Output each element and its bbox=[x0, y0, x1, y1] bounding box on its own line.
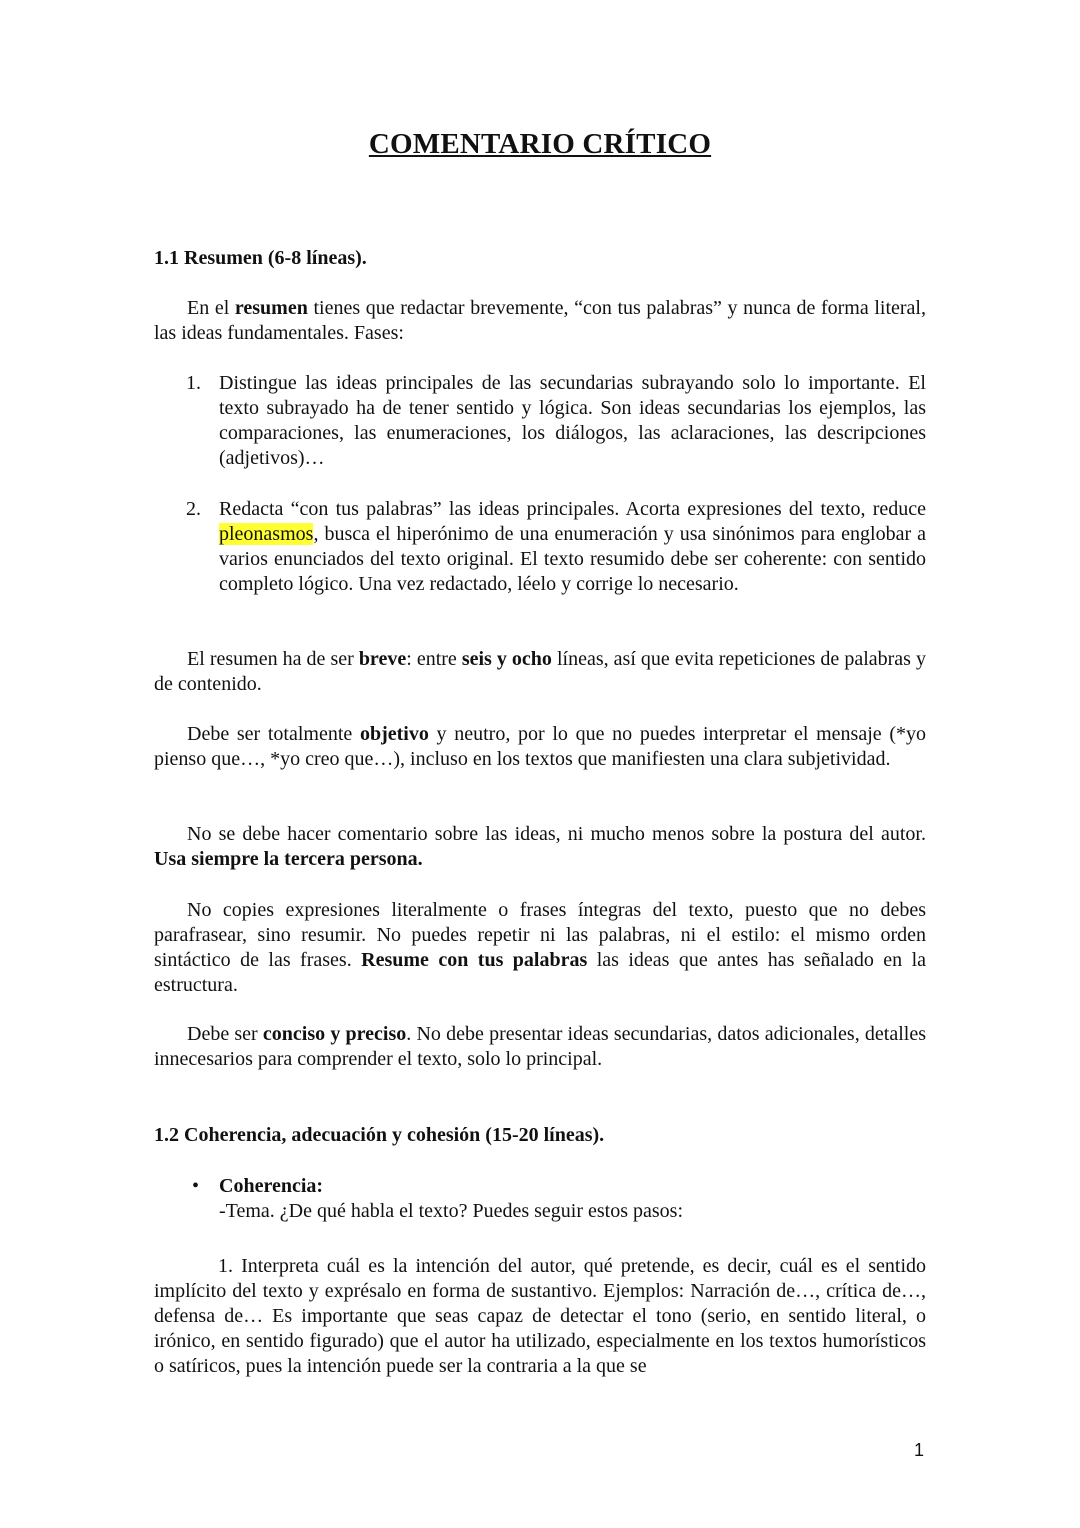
paragraph-intro: En el resumen tienes que redactar brevemente, “con tus palabras” y nunca de forma literal, las ideas fundamentales. Fases: bbox=[154, 297, 926, 344]
paragraph-breve: El resumen ha de ser breve: entre seis y ocho líneas, así que evita repeticiones de palabras y de contenido. bbox=[154, 648, 927, 695]
list-number: 2. bbox=[186, 498, 201, 520]
section-heading-coherencia: 1.2 Coherencia, adecuación y cohesión (15-20 líneas). bbox=[154, 1124, 605, 1146]
bullet-icon: • bbox=[192, 1175, 200, 1197]
list-item-text: Redacta “con tus palabras” las ideas principales. Acorta expresiones del texto, reduce pleonasmos, busca el hiperónimo de una enumeración y usa sinónimos para englobar a varios enunciados del texto original. El texto resumido debe ser coherente: con sentido completo lógico. Una vez redactado, léelo y corrige lo necesario. bbox=[219, 498, 926, 595]
bullet-subtext: -Tema. ¿De qué habla el texto? Puedes seguir estos pasos: bbox=[219, 1200, 684, 1222]
bullet-label: Coherencia: bbox=[219, 1175, 324, 1197]
paragraph-copias: No copies expresiones literalmente o frases íntegras del texto, puesto que no debes parafrasear, sino resumir. No puedes repetir ni las palabras, ni el estilo: el mismo orden sintáctico de las frases. Resume con tus palabras las ideas que antes has señalado en la estructura. bbox=[154, 899, 927, 996]
list-item-text: Distingue las ideas principales de las secundarias subrayando solo lo importante. El texto subrayado ha de tener sentido y lógica. Son ideas secundarias los ejemplos, las comparaciones, las enumeraciones, los diálogos, las aclaraciones, las descripciones (adjetivos)… bbox=[219, 372, 926, 469]
list-number: 1. bbox=[186, 372, 201, 394]
page-title: COMENTARIO CRÍTICO bbox=[368, 128, 712, 160]
paragraph-comentario: No se debe hacer comentario sobre las ideas, ni mucho menos sobre la postura del autor. Usa siempre la tercera persona. bbox=[154, 823, 926, 870]
section-heading-resumen: 1.1 Resumen (6-8 líneas). bbox=[154, 247, 367, 269]
paragraph-interpreta: 1. Interpreta cuál es la intención del autor, qué pretende, es decir, cuál es el sentido implícito del texto y exprésalo en forma de sustantivo. Ejemplos: Narración de…, crítica de…, defensa de… Es importante que seas capaz de detectar el tono (serio, en sentido literal, o irónico, en sentido figurado) que el autor ha utilizado, especialmente en los textos humorísticos o satíricos, pues la intención puede ser la contraria a la que se bbox=[154, 1255, 926, 1377]
page-number: 1 bbox=[914, 1440, 925, 1460]
highlighted-word: pleonasmos bbox=[219, 523, 314, 545]
paragraph-conciso: Debe ser conciso y preciso. No debe presentar ideas secundarias, datos adicionales, detalles innecesarios para comprender el texto, solo lo principal. bbox=[154, 1023, 926, 1070]
paragraph-objetivo: Debe ser totalmente objetivo y neutro, por lo que no puedes interpretar el mensaje (*yo pienso que…, *yo creo que…), incluso en los textos que manifiesten una clara subjetividad. bbox=[154, 723, 926, 770]
